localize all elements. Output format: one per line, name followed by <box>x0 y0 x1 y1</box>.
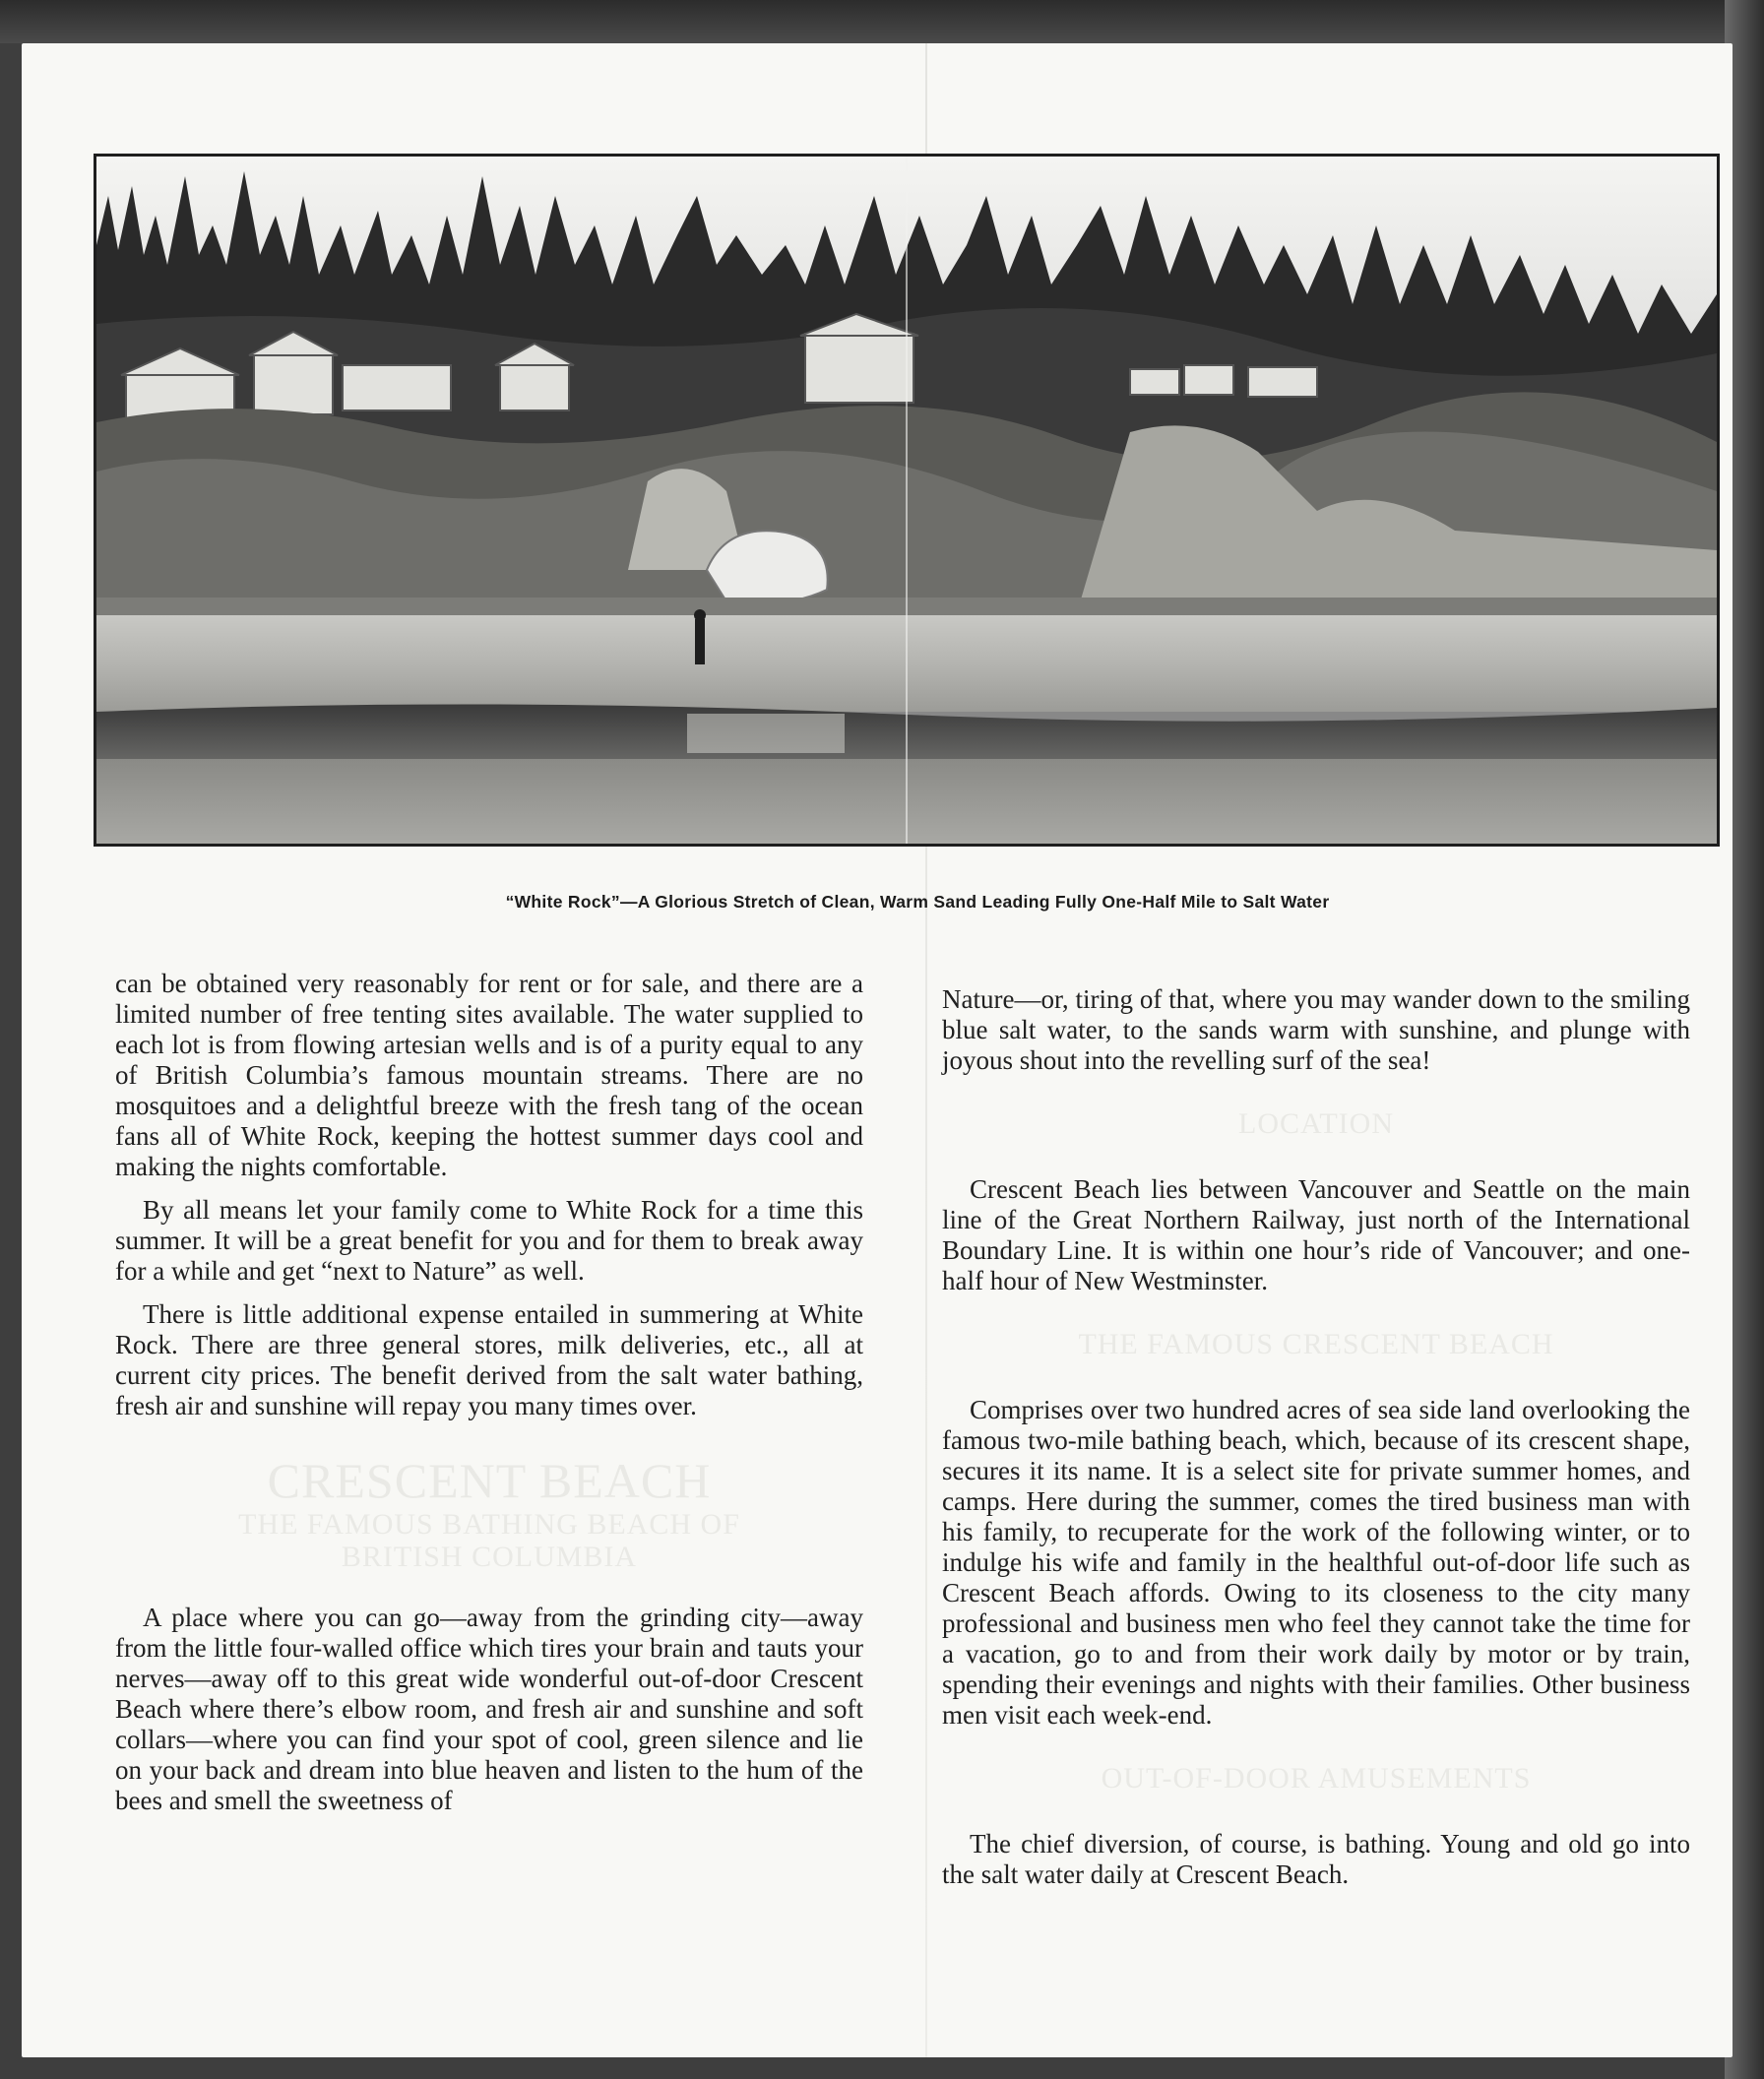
paragraph-location: Crescent Beach lies between Vancouver and Seattle on the main line of the Great Northern Railway, just north of the International Boundary Line. It is within one hour’s ride of Vancouver; and one-half hour of New Westminster. <box>942 1174 1690 1295</box>
paragraph-family-benefit: By all means let your family come to White Rock for a time this summer. It will be a great benefit for you and for them to break away for a while and get “next to Nature” as well. <box>115 1195 863 1286</box>
location-heading: LOCATION <box>1238 1107 1394 1140</box>
white-rock-beach-photo <box>94 154 1720 847</box>
famous-crescent-beach-heading: THE FAMOUS CRESCENT BEACH <box>1078 1328 1554 1360</box>
brochure-page <box>22 43 1732 2057</box>
right-column <box>942 984 1690 1903</box>
amusements-heading: OUT-OF-DOOR AMUSEMENTS <box>1101 1762 1532 1795</box>
bathing-beach-subheading-line-2: BRITISH COLUMBIA <box>341 1541 638 1573</box>
scan-border-top <box>0 0 1764 43</box>
left-column <box>115 969 863 1829</box>
photo-caption: “White Rock”—A Glorious Stretch of Clean, Warm Sand Leading Fully One-Half Mile to Salt Water <box>505 892 1330 912</box>
paragraph-nature-continuation: Nature—or, tiring of that, where you may wander down to the smiling blue salt water, to the sands warm with sunshine, and plunge with joyous shout into the revelling surf of the sea! <box>942 984 1690 1075</box>
paragraph-place-to-go: A place where you can go—away from the grinding city—away from the little four-walled office which tires your brain and tauts your nerves—away off to this great wide wonderful out-of-door Crescent Beach where there’s elbow room, and fresh air and sunshine and soft collars—where you can find your spot of cool, green silence and lie on your back and dream into blue heaven and listen to the hum of the bees and smell the sweetness of <box>115 1603 863 1815</box>
bathing-beach-subheading-line-1: THE FAMOUS BATHING BEACH OF <box>238 1508 740 1541</box>
crescent-beach-heading: CRESCENT BEACH <box>267 1453 712 1508</box>
paragraph-rent-sale: can be obtained very reasonably for rent or for sale, and there are a limited number of free tenting sites available. The water supplied to each lot is from flowing artesian wells and is of a purity equal to any of British Columbia’s famous mountain streams. There are no mosquitoes and a delightful breeze with the fresh tang of the ocean fans all of White Rock, keeping the hottest summer days cool and making the nights comfortable. <box>115 969 863 1181</box>
paragraph-famous-crescent-beach: Comprises over two hundred acres of sea side land overlooking the famous two-mile bathing beach, which, because of its crescent shape, secures it its name. It is a select site for private summer homes, and camps. Here during the summer, comes the tired business man with his family, to recuperate for the work of the following winter, or to indulge his wife and family in the healthful out-of-door life such as Crescent Beach affords. Owing to its closeness to the city many professional and business men who feel they cannot take the time for a vacation, go to and from their work daily by motor or by train, spending their evenings and nights with their families. Other business men visit each week-end. <box>942 1395 1690 1730</box>
paragraph-expenses: There is little additional expense entailed in summering at White Rock. There are three general stores, milk deliveries, etc., all at current city prices. The benefit derived from the salt water bathing, fresh air and sunshine will repay you many times over. <box>115 1299 863 1420</box>
paragraph-amusements: The chief diversion, of course, is bathing. Young and old go into the salt water daily at Crescent Beach. <box>942 1829 1690 1889</box>
